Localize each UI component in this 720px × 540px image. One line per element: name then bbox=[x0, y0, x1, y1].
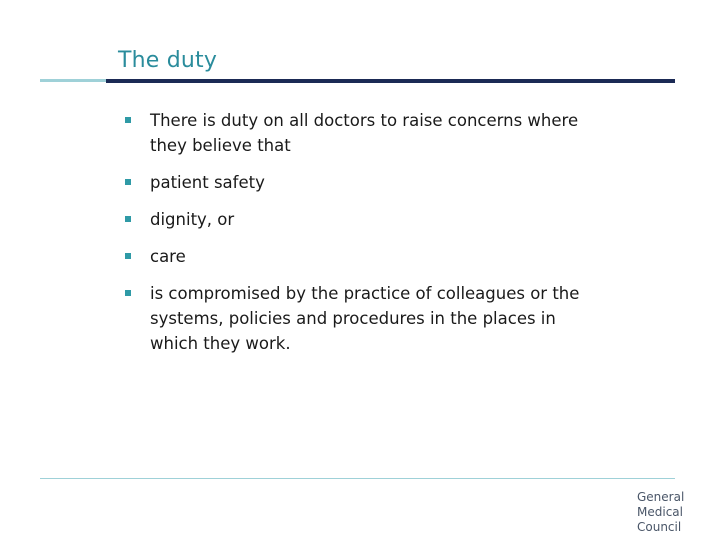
bullet-square-icon bbox=[125, 253, 131, 259]
bullet-list bbox=[125, 108, 585, 368]
bullet-square-icon bbox=[125, 290, 131, 296]
bullet-text: dignity, or bbox=[150, 210, 235, 229]
bullet-text: There is duty on all doctors to raise concerns where they believe that bbox=[150, 111, 579, 155]
bullet-text: patient safety bbox=[150, 173, 265, 192]
title-rule bbox=[106, 79, 675, 83]
bullet-item bbox=[125, 244, 585, 269]
slide-title: The duty bbox=[118, 48, 218, 73]
title-rule-accent bbox=[40, 79, 106, 82]
bullet-text: care bbox=[150, 247, 186, 266]
gmc-logo bbox=[637, 490, 697, 535]
bullet-square-icon bbox=[125, 216, 131, 222]
bullet-item bbox=[125, 207, 585, 232]
bullet-item bbox=[125, 108, 585, 158]
footer-rule bbox=[40, 478, 675, 479]
bullet-square-icon bbox=[125, 117, 131, 123]
logo-line: General bbox=[637, 490, 685, 504]
bullet-item bbox=[125, 170, 585, 195]
bullet-item bbox=[125, 281, 585, 356]
bullet-text: is compromised by the practice of colleagues or the systems, policies and procedures in the places in which they work. bbox=[150, 284, 580, 353]
bullet-square-icon bbox=[125, 179, 131, 185]
logo-line: Medical bbox=[637, 505, 683, 519]
logo-line: Council bbox=[637, 520, 682, 534]
